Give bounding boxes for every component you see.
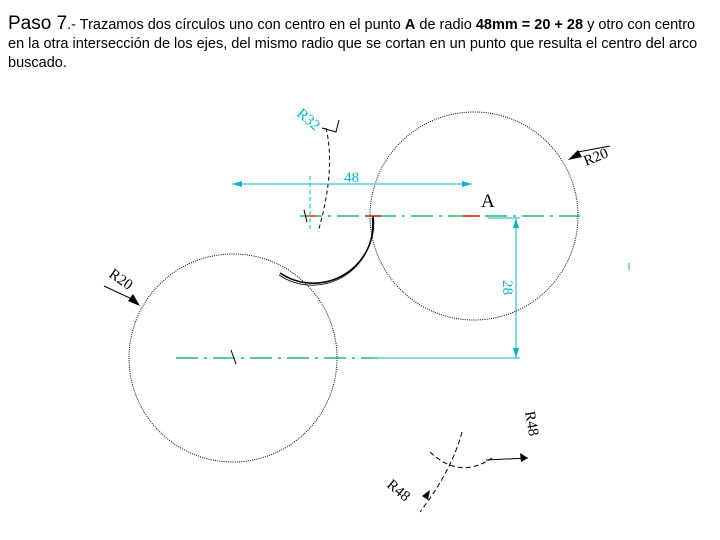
tick-lower-center	[231, 350, 236, 364]
step-title: Paso 7	[8, 13, 68, 34]
instruction-part-2: de radio	[415, 17, 476, 33]
dim-28-arrow-top	[513, 218, 519, 228]
instruction-part-1: .- Trazamos dos círculos uno con centro en el punto	[67, 17, 405, 33]
dim-28-arrow-bottom	[513, 348, 519, 358]
r48-right-arrow	[520, 453, 528, 462]
connecting-arc	[280, 216, 373, 283]
r48-bottom-label: R48	[383, 476, 413, 506]
r32-arrow	[322, 120, 339, 132]
dim-48-arrow-right	[462, 181, 472, 187]
dim-48-arrow-left	[232, 181, 242, 187]
r20-left-label: R20	[105, 266, 136, 294]
radius-formula: 48mm = 20 + 28	[475, 17, 584, 33]
r48-right-label: R48	[521, 409, 542, 438]
connecting-arc-shadow	[279, 218, 372, 285]
point-a-marker: A	[481, 191, 495, 212]
r48-bottom-arrow	[422, 490, 430, 500]
r32-label: R32	[293, 105, 323, 135]
instruction-part-3: y otro con centro en la otra intersección de los ejes, del mismo radio que se cortan en un punto que resulta el centro del arco buscado.	[8, 17, 698, 71]
dim-48-label: 48	[344, 170, 359, 186]
r48-arc-a	[430, 452, 492, 468]
point-a-label: A	[404, 17, 416, 33]
dim-28-label: 28	[499, 280, 515, 295]
r48-arc-b	[420, 432, 462, 512]
r20-top-label: R20	[581, 145, 611, 170]
r20-left-arrow	[128, 294, 140, 306]
